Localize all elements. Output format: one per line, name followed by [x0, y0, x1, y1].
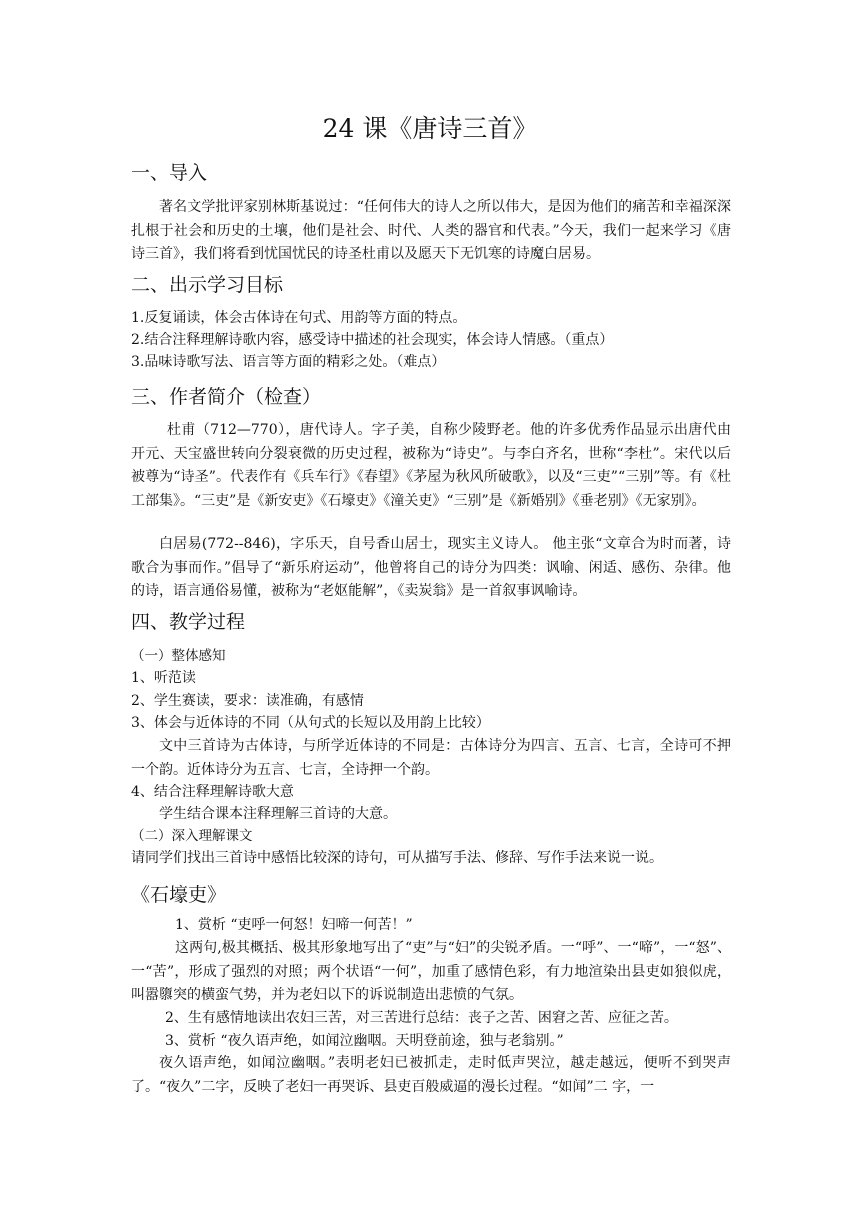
section-heading-intro: 一、导入 — [131, 162, 208, 184]
analysis-item: 3、赏析 “夜久语声绝，如闻泣幽咽。天明登前途，独与老翁别。” — [165, 1033, 564, 1049]
page-title: 24 课《唐诗三首》 — [322, 114, 538, 143]
section-heading-process: 四、教学过程 — [131, 611, 246, 633]
analysis-text: 夜久语声绝，如闻泣幽咽。”表明老妇已被抓走，走时低声哭泣，越走越远，便听不到哭声了。“夜久”二字，反映了老妇一再哭诉、县吏百般威逼的漫长过程。“如闻”二 字，一 — [131, 1055, 731, 1095]
subheading: （一）整体感知 — [131, 648, 226, 664]
goal-item: 3.品味诗歌写法、语言等方面的精彩之处。（难点） — [131, 354, 446, 370]
step-text: 请同学们找出三首诗中感悟比较深的诗句，可从描写手法、修辞、写作手法来说一说。 — [131, 850, 663, 866]
goal-item: 1.反复诵读，体会古体诗在句式、用韵等方面的特点。 — [131, 310, 467, 326]
step-item: 3、体会与近体诗的不同（从句式的长短以及用韵上比较） — [131, 715, 490, 731]
section-heading-goals: 二、出示学习目标 — [131, 274, 284, 296]
poem-heading: 《石壕吏》 — [131, 884, 227, 906]
analysis-item: 1、赏析 “吏呼一何怒！妇啼一何苦！” — [175, 917, 413, 933]
analysis-item: 2、生有感情地读出农妇三苦，对三苦进行总结：丧子之苦、困窘之苦、应征之苦。 — [165, 1010, 678, 1026]
author-dufu-paragraph: 杜甫（712—770），唐代诗人。字子美，自称少陵野老。他的许多优秀作品显示出唐代由开元、天宝盛世转向分裂衰微的历史过程，被称为“诗史”。与李白齐名，世称“李杜”。宋代以后被尊为“诗圣”。代表作有《兵车行》《春望》《茅屋为秋风所破歌》，以及“三吏”“三别”等。有《杜工部集》。“三吏”是《新安吏》《石壕吏》《潼关吏》“三别”是《新婚别》《垂老别》《无家别》。 — [131, 422, 731, 509]
step-item: 4、结合注释理解诗歌大意 — [131, 784, 294, 800]
step-item: 1、听范读 — [131, 670, 196, 686]
step-item: 2、学生赛读，要求：读准确，有感情 — [131, 693, 364, 709]
step-text: 学生结合课本注释理解三首诗的大意。 — [159, 806, 397, 822]
goal-item: 2.结合注释理解诗歌内容，感受诗中描述的社会现实，体会诗人情感。（重点） — [131, 332, 614, 348]
subheading: （二）深入理解课文 — [131, 828, 253, 844]
intro-paragraph: 著名文学批评家别林斯基说过：“任何伟大的诗人之所以伟大，是因为他们的痛苦和幸福深深扎根于社会和历史的土壤，他们是社会、时代、人类的器官和代表。”今天，我们一起来学习《唐诗三首》，我们将看到忧国忧民的诗圣杜甫以及愿天下无饥寒的诗魔白居易。 — [131, 199, 731, 262]
analysis-text: 这两句,极其概括、极其形象地写出了“吏”与“妇”的尖锐矛盾。一“呼”、一“啼”，一“怒”、一“苦”，形成了强烈的对照；两个状语“一何”，加重了感情色彩，有力地渲染出县吏如狼似虎，叫嚣隳突的横蛮气势，并为老妇以下的诉说制造出悲愤的气氛。 — [131, 940, 731, 1003]
step-text: 文中三首诗为古体诗，与所学近体诗的不同是：古体诗分为四言、五言、七言，全诗可不押一个韵。近体诗分为五言、七言，全诗押一个韵。 — [131, 738, 731, 778]
section-heading-authors: 三、作者简介（检查） — [131, 386, 322, 408]
author-baijuyi-paragraph: 白居易(772--846)，字乐天，自号香山居士，现实主义诗人。 他主张“文章合为时而著，诗歌合为事而作。”倡导了“新乐府运动”，他曾将自己的诗分为四类：讽喻、闲适、感伤、杂律。他的诗，语言通俗易懂，被称为“老妪能解”，《卖炭翁》是一首叙事讽喻诗。 — [131, 536, 731, 599]
